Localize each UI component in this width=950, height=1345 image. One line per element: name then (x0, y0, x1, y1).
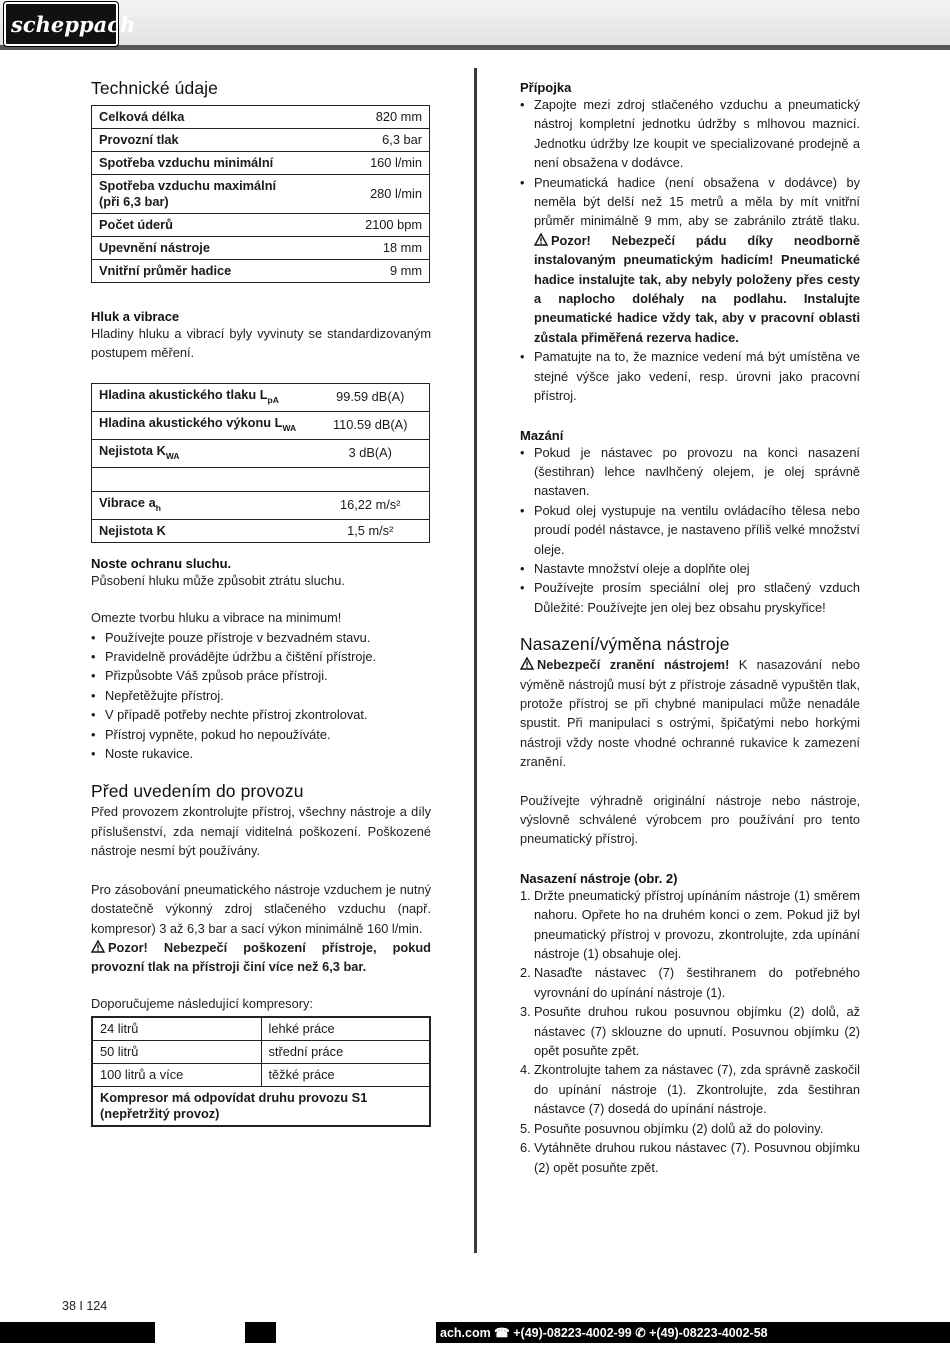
list-item: • Pokud je nástavec po provozu na konci nasazení (šestihran) lehce navlhčený olejem, je olej správně nastaven. (520, 443, 860, 501)
connection-list (520, 95, 860, 406)
table-row (92, 1087, 430, 1127)
lube-title: Mazání (520, 427, 564, 443)
table-row (92, 519, 430, 542)
spec-key: Upevnění nástroje (92, 237, 292, 260)
footer-bar (0, 1322, 950, 1343)
spec-value: 2100 bpm (292, 214, 430, 237)
noise-title: Hluk a vibrace (91, 309, 180, 324)
brand-logo (4, 2, 136, 46)
warning-icon (520, 657, 534, 670)
compressor-table (91, 1016, 431, 1127)
list-item: 5. Posuňte posuvnou objímku (2) dolů až do poloviny. (520, 1120, 824, 1136)
table-row (92, 152, 430, 175)
footer-gap (155, 1322, 245, 1343)
footer-gap (276, 1322, 436, 1343)
noise-value: 16,22 m/s² (312, 491, 430, 519)
noise-value: 3 dB(A) (312, 439, 430, 467)
recommend-text: Doporučujeme následující kompresory: (91, 995, 313, 1011)
tool-sub-title: Nasazení nástroje (obr. 2) (520, 870, 678, 886)
list-item: 6. Vytáhněte druhou rukou nástavec (7). Posuvnou objímku (2) opět posuňte zpět. (520, 1140, 860, 1175)
list-item: • V případě potřeby nechte přístroj zkontrolovat. (91, 705, 431, 724)
table-row (92, 491, 430, 519)
noise-key: Hladina akustického tlaku $L_{pA}$ (92, 383, 312, 411)
spec-key: Provozní tlak (92, 129, 292, 152)
ear-protection-text: Působení hluku může způsobit ztrátu sluchu. (91, 572, 345, 588)
noise-table (91, 383, 430, 543)
noise-value: 110.59 dB(A) (312, 411, 430, 439)
noise-key: Nejistota $K_{WA}$ (92, 439, 312, 467)
lube-list (520, 443, 860, 618)
warning-icon (534, 233, 548, 246)
table-row (92, 1064, 430, 1087)
compressor-size: 100 litrů a více (92, 1064, 261, 1087)
noise-value: 99.59 dB(A) (312, 383, 430, 411)
connection-title: Přípojka (520, 80, 572, 95)
list-item: • Používejte pouze přístroje v bezvadném stavu. (91, 628, 431, 647)
table-row (92, 129, 430, 152)
spec-value: 9 mm (292, 260, 430, 283)
tech-title: Technické údaje (91, 78, 218, 98)
table-row (92, 1041, 430, 1064)
svg-text:scheppach: scheppach (11, 12, 136, 37)
reduce-list (91, 628, 431, 764)
compressor-size: 50 litrů (92, 1041, 261, 1064)
spec-value: 820 mm (292, 106, 430, 129)
right-column (520, 80, 860, 1177)
list-item: • Pravidelně provádějte údržbu a čištění přístroje. (91, 647, 431, 666)
list-item: • Nastavte množství oleje a doplňte olej (520, 559, 860, 578)
before-warning: Pozor! Nebezpečí poškození přístroje, pokud provozní tlak na přístroji činí více než 6,3 bar. (91, 939, 431, 975)
spec-key: Spotřeba vzduchu maximální (při 6,3 bar) (92, 175, 292, 214)
spec-key: Vnitřní průměr hadice (92, 260, 292, 283)
spec-key: Spotřeba vzduchu minimální (92, 152, 292, 175)
spec-value: 160 l/min (292, 152, 430, 175)
spec-value: 280 l/min (292, 175, 430, 214)
noise-text: Hladiny hluku a vibrací byly vyvinuty se standardizovaným postupem měření. (91, 326, 431, 361)
compressor-usage: těžké práce (261, 1064, 430, 1087)
page-header (0, 0, 950, 50)
list-item: • Používejte prosím speciální olej pro stlačený vzduch Důležité: Používejte jen olej bez obsahu pryskyřice! (520, 578, 860, 617)
spec-value: 18 mm (292, 237, 430, 260)
list-item: 4. Zkontrolujte tahem za nástavec (7), zda správně zaskočil do upínání nástroje (1). Zkontrolujte, zda šestihran nástavce (7) dosedá do upínání nástroje. (520, 1062, 860, 1117)
list-item: • Nepřetěžujte přístroj. (91, 686, 431, 705)
list-item: • Přizpůsobte Váš způsob práce přístroji. (91, 666, 431, 685)
tech-table (91, 105, 430, 283)
table-row (92, 439, 430, 467)
before-title: Před uvedením do provozu (91, 781, 304, 802)
before-text-2: Pro zásobování pneumatického nástroje vzduchem je nutný dostatečně výkonný zdroj stlačeného vzduchu (např. kompresor) 3 až 6,3 bar a sací výkon minimálně 160 l/min. (91, 881, 431, 936)
list-item: • Noste rukavice. (91, 744, 431, 763)
list-item: • Pneumatická hadice (není obsažena v dodávce) by neměla být delší než 15 metrů a měla by mít vnitřní průměr minimálně 9 mm, aby se zabránilo ztrátě tlaku. Pozor! Nebezpečí pádu díky neodborně instalovaným pneumatickým hadicím! Pneumatické hadice instalujte tak, aby nebyly položeny přes cesty a naplocho doléhaly na podlahu. Instalujte pneumatické hadice vždy tak, aby v pracovní oblasti zůstala přiměřená rezerva hadice. (520, 173, 860, 348)
compressor-usage: lehké práce (261, 1017, 430, 1041)
table-row (92, 237, 430, 260)
spec-value: 6,3 bar (292, 129, 430, 152)
list-item: • Zapojte mezi zdroj stlačeného vzduchu a pneumatický nástroj kompletní jednotku údržby s mlhovou maznicí. Jednotku údržby lze koupit ve specializované prodejně a není obsažena v dodávce. (520, 95, 860, 173)
tool-title: Nasazení/výměna nástroje (520, 634, 730, 655)
table-row (92, 411, 430, 439)
noise-value: 1,5 m/s² (312, 519, 430, 542)
left-column (91, 78, 431, 1127)
noise-key: Hladina akustického výkonu $L_{WA}$ (92, 411, 312, 439)
noise-key: Nejistota K (92, 519, 312, 542)
compressor-usage: střední práce (261, 1041, 430, 1064)
table-row (92, 383, 430, 411)
list-item: 3. Posuňte druhou rukou posuvnou objímku (2) dolů, až nástavec (7) sklouzne do upnutí. Posuvnou objímku (2) opět posuňte zpět. (520, 1004, 860, 1059)
list-item: 2. Nasaďte nástavec (7) šestihranem do potřebného vyrovnání do upínání nástroje (1). (520, 965, 860, 1000)
table-row-empty (92, 467, 430, 491)
compressor-size: 24 litrů (92, 1017, 261, 1041)
list-item: 1. Držte pneumatický přístroj upínáním nástroje (1) směrem nahoru. Opřete ho na druhém konci o zem. Pokud již byl pneumatický přístroj v provozu, zkontrolujte, zda upínání nástroje (1) obsahuje olej. (520, 887, 860, 962)
noise-key: Vibrace $a_h$ (92, 491, 312, 519)
table-row (92, 260, 430, 283)
tool-warning: Nebezpečí zranění nástrojem! K nasazování nebo výměně nástrojů musí být z přístroje zásadně vypuštěn tlak, protože přístroj se při chybné manipulaci může nenadále spustit. Při manipulaci s ostrými, špičatými nebo horkými nástroji vždy noste vhodné ochranné rukavice k zamezení zranění. (520, 657, 860, 770)
warning-icon (91, 940, 105, 953)
ear-protection-title: Noste ochranu sluchu. (91, 555, 232, 571)
footer-contact: ach.com ☎ +(49)-08223-4002-99 ✆ +(49)-08223-4002-58 (440, 1326, 768, 1340)
list-item: • Pokud olej vystupuje na ventilu ovládacího tělesa nebo proudí podél nástavce, je nastaveno příliš velké množství oleje. (520, 501, 860, 559)
page-number: 38 I 124 (62, 1299, 108, 1313)
compressor-note: Kompresor má odpovídat druhu provozu S1 (nepřetržitý provoz) (92, 1087, 430, 1127)
list-item: • Přístroj vypněte, pokud ho nepoužíváte. (91, 725, 431, 744)
before-text-1: Před provozem zkontrolujte přístroj, všechny nástroje a díly příslušenství, zda nemají viditelná poškození. Poškozené nástroje nesmí být používány. (91, 804, 431, 859)
spec-key: Počet úderů (92, 214, 292, 237)
column-divider (474, 68, 477, 1253)
table-row (92, 214, 430, 237)
tool-steps (520, 886, 860, 1177)
spec-key: Celková délka (92, 106, 292, 129)
table-row (92, 106, 430, 129)
list-item: • Pamatujte na to, že maznice vedení má být umístěna ve stejné výšce jako vedení, resp. úrovni jako pracovní přístroj. (520, 347, 860, 405)
table-row (92, 175, 430, 214)
table-row (92, 1017, 430, 1041)
reduce-intro: Omezte tvorbu hluku a vibrace na minimum! (91, 610, 342, 626)
tool-text-2: Používejte výhradně originální nástroje nebo nástroje, výslovně schválené výrobcem pro používání pro tento pneumatický přístroj. (520, 792, 860, 847)
